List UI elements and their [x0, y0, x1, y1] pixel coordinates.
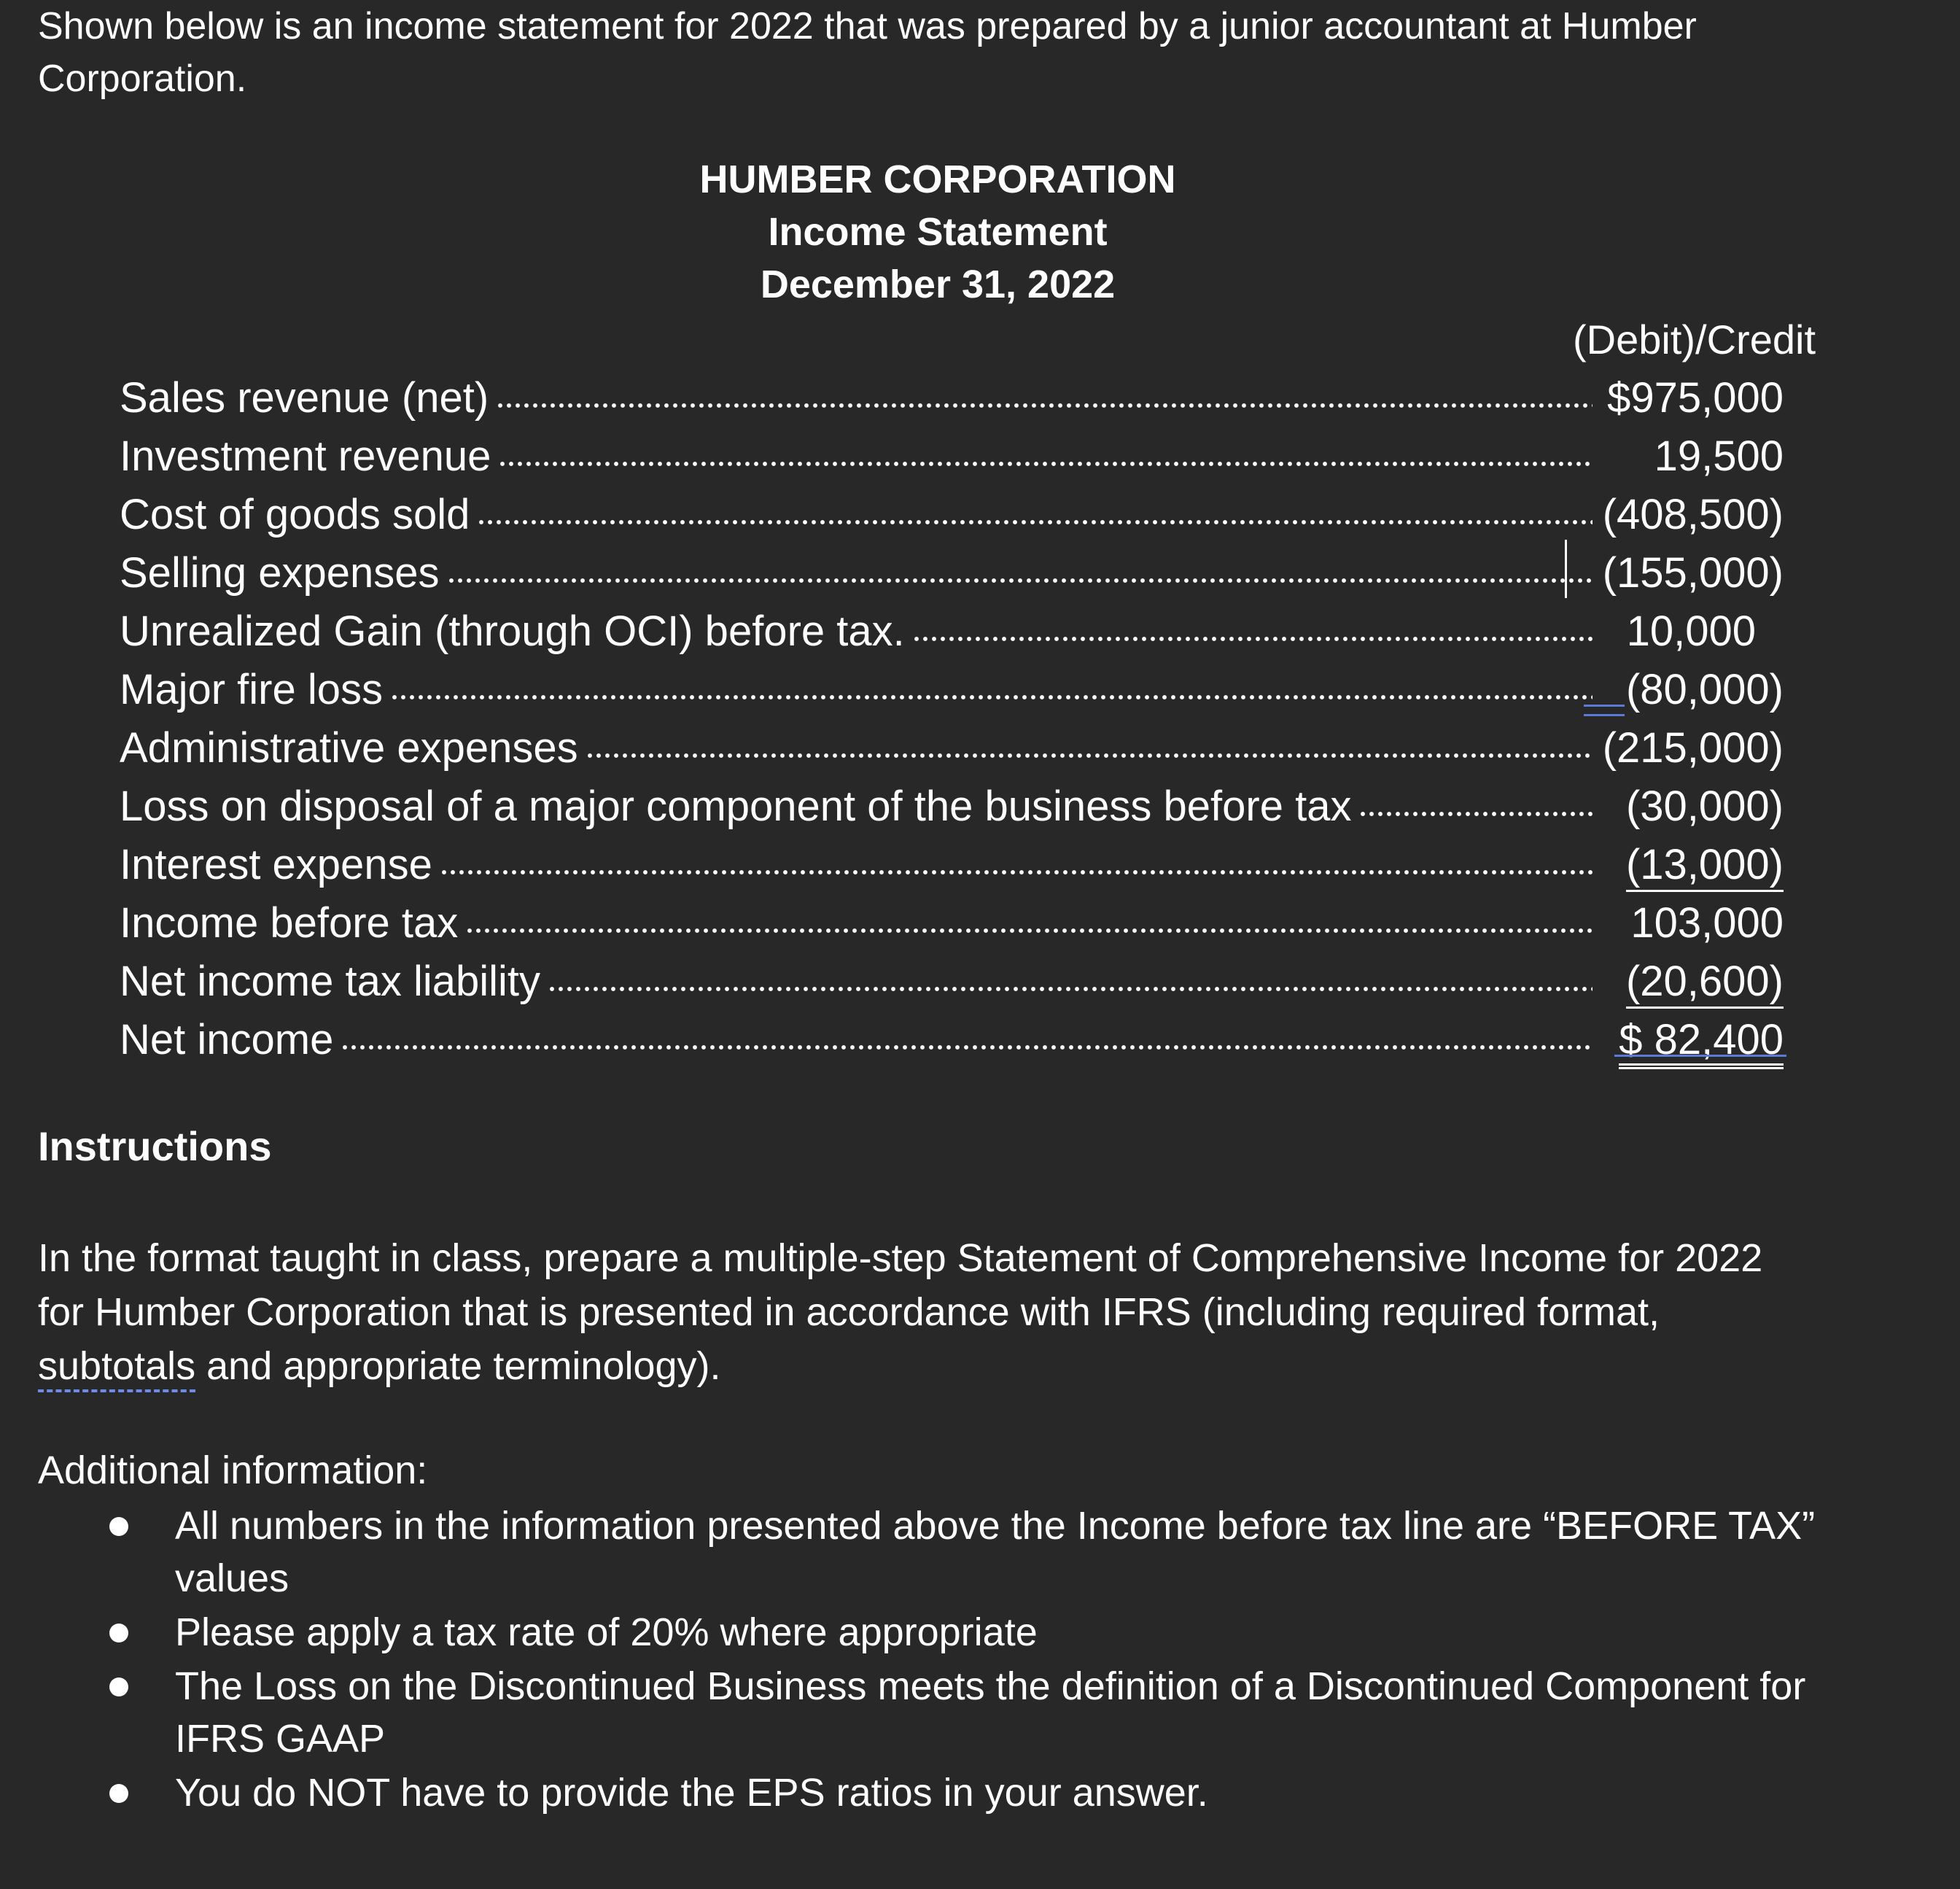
list-item: You do NOT have to provide the EPS ratios in your answer. — [38, 1766, 1874, 1819]
instructions-text-after: and appropriate terminology). — [195, 1344, 721, 1388]
list-item: The Loss on the Discontinued Business meets the definition of a Discontinued Component for IFRS GAAP — [38, 1660, 1874, 1765]
statement-row-net-income-tax-liability — [120, 953, 1592, 1011]
instructions-text-before: In the format taught in class, prepare a multiple-step Statement of Comprehensive Income for 2022 for Humber Corporation that is presented in accordance with IFRS (including required format, — [38, 1236, 1763, 1334]
row-amount-income-before-tax: 103,000 — [1630, 899, 1784, 947]
row-label: Selling expenses — [120, 549, 440, 597]
list-item: Please apply a tax rate of 20% where appropriate — [38, 1606, 1874, 1659]
additional-info-list — [38, 1500, 1905, 1820]
dot-leader — [498, 455, 1592, 473]
statement-row-investment-revenue — [120, 427, 1592, 486]
dot-leader — [447, 572, 1592, 589]
row-label: Interest expense — [120, 841, 432, 888]
row-amount-investment-revenue: 19,500 — [1654, 433, 1784, 480]
statement-row-loss-on-disposal — [120, 777, 1592, 836]
row-label: Loss on disposal of a major component of the business before tax — [120, 783, 1352, 830]
column-header: (Debit)/Credit — [1573, 317, 1816, 362]
statement-row-cost-of-goods-sold — [120, 486, 1592, 544]
row-label: Net income — [120, 1016, 334, 1063]
row-label: Unrealized Gain (through OCI) before tax. — [120, 608, 905, 655]
spellcheck-flagged-word[interactable]: subtotals — [38, 1344, 196, 1388]
row-label: Net income tax liability — [120, 958, 540, 1005]
statement-title: Income Statement — [768, 210, 1108, 254]
dot-leader — [465, 922, 1592, 939]
statement-row-income-before-tax — [120, 894, 1592, 953]
dot-leader — [496, 397, 1592, 414]
bullet-icon — [109, 1624, 128, 1642]
row-amount-selling-expenses: (155,000) — [1602, 549, 1784, 597]
additional-info-heading: Additional information: — [38, 1448, 428, 1492]
row-label: Administrative expenses — [120, 724, 578, 772]
row-label: Investment revenue — [120, 433, 491, 480]
bullet-icon — [109, 1784, 128, 1803]
row-label: Income before tax — [120, 899, 459, 947]
bullet-icon — [109, 1517, 128, 1536]
row-amount-sales-revenue: $975,000 — [1607, 374, 1784, 422]
bullet-icon — [109, 1677, 128, 1696]
row-amount-interest-expense: (13,000) — [1568, 836, 1784, 894]
row-amount-administrative-expenses: (215,000) — [1602, 724, 1784, 772]
row-amount-major-fire-loss: (80,000) — [1625, 666, 1784, 713]
dot-leader — [341, 1039, 1592, 1056]
intro-paragraph: Shown below is an income statement for 2022 that was prepared by a junior accountant at Humber Corporation. — [38, 5, 1697, 100]
instructions-heading: Instructions — [38, 1123, 272, 1169]
dot-leader — [477, 513, 1592, 531]
dot-leader — [1358, 805, 1592, 823]
row-amount-net-income-tax-liability: (20,600) — [1568, 953, 1784, 1011]
row-label: Major fire loss — [120, 666, 383, 713]
dot-leader — [912, 630, 1592, 648]
dot-leader — [548, 980, 1592, 998]
edit-mark-double-underline — [1614, 1055, 1786, 1061]
statement-date: December 31, 2022 — [760, 263, 1116, 306]
statement-row-administrative-expenses — [120, 719, 1592, 777]
row-label: Cost of goods sold — [120, 491, 470, 538]
edit-mark — [1584, 705, 1625, 716]
statement-row-sales-revenue — [120, 369, 1592, 427]
statement-row-unrealized-gain — [120, 602, 1592, 661]
statement-row-selling-expenses — [120, 544, 1592, 602]
instructions-paragraph — [38, 1231, 1817, 1393]
company-name: HUMBER CORPORATION — [699, 158, 1176, 201]
statement-row-major-fire-loss — [120, 661, 1592, 719]
statement-row-interest-expense — [120, 836, 1592, 894]
row-amount-loss-on-disposal: (30,000) — [1625, 783, 1784, 830]
text-cursor — [1565, 540, 1567, 598]
row-label: Sales revenue (net) — [120, 374, 489, 422]
row-amount-net-income: $ 82,400 — [1568, 1011, 1784, 1069]
list-item: All numbers in the information presented above the Income before tax line are “BEFORE TAX” values — [38, 1500, 1874, 1605]
dot-leader — [440, 864, 1592, 881]
dot-leader — [586, 747, 1592, 764]
dot-leader — [390, 689, 1592, 706]
row-amount-cost-of-goods-sold: (408,500) — [1602, 491, 1784, 538]
row-amount-unrealized-gain: 10,000 — [1626, 608, 1756, 655]
statement-row-net-income — [120, 1011, 1592, 1069]
